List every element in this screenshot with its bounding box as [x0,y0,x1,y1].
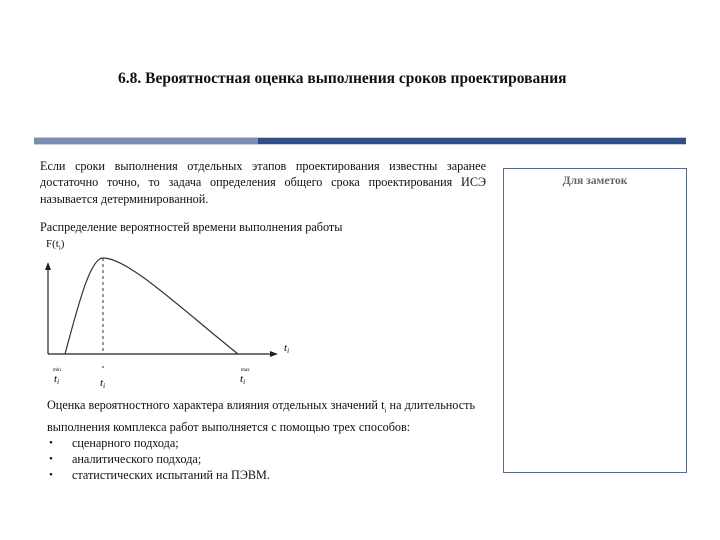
density-curve [65,258,238,354]
estimation-paragraph: Оценка вероятностного характера влияния отдельных значений $t_i$ на длительность выполнения комплекса работ выполняется с помощью трех способов: [47,398,476,434]
tick-mode-label: ti [100,377,106,390]
tick-max-label: ti [240,373,246,386]
methods-list [47,435,475,484]
y-axis-label: $F(t_i)$ [46,238,65,253]
tick-max-sup: max [241,368,250,373]
notes-box[interactable] [503,168,687,473]
list-item: • аналитического подхода; [49,452,202,467]
distribution-caption: Распределение вероятностей времени выполнения работы [40,220,343,234]
x-axis-label: ti [284,342,290,355]
intro-paragraph: Если сроки выполнения отдельных этапов проектирования известны заранее достаточно точно, то задача определения общего срока проектирования ИСЭ называется детерминированной. [40,159,486,206]
notes-label: Для заметок [562,175,628,187]
divider-bar-left [34,138,258,144]
tick-min-label: ti [54,373,60,386]
slide-title: 6.8. Вероятностная оценка выполнения сроков проектирования [118,70,567,87]
x-axis-arrow [270,351,278,357]
distribution-figure-svg [38,236,318,396]
list-item: • сценарного подхода; [49,435,179,450]
tick-min-sup: min [53,368,61,373]
tick-mode-mark [102,366,104,368]
estimation-block [47,397,475,483]
divider-bar-dark [258,138,686,144]
list-item: • статистических испытаний на ПЭВМ. [49,468,270,483]
distribution-figure [38,236,318,401]
y-axis-arrow [45,262,51,270]
